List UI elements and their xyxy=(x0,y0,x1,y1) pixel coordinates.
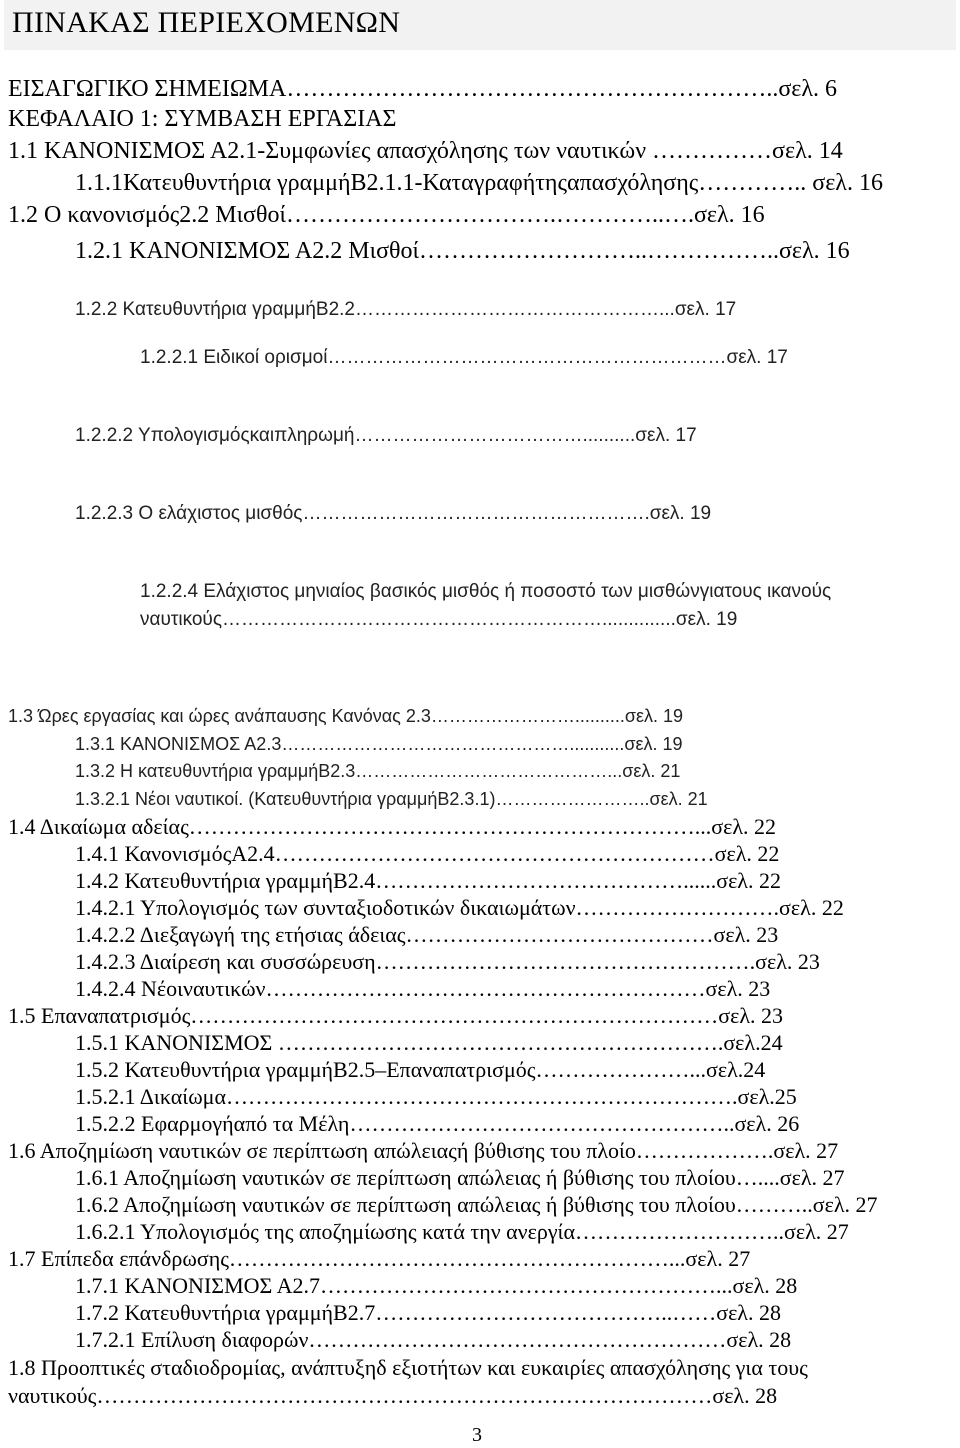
toc-entry: 1.8 Προοπτικές σταδιοδρομίας, ανάπτυξηδ εξιοτήτων και ευκαιρίες απασχόλησης για τους xyxy=(8,1355,808,1380)
toc-entry: 1.1.1Κατευθυντήρια γραμμήΒ2.1.1-Καταγραφήτηςαπασχόλησης………….. σελ. 16 xyxy=(75,170,883,196)
title-bar xyxy=(4,0,956,50)
toc-entry: 1.6.1 Αποζημίωση ναυτικών σε περίπτωση απώλειας ή βύθισης του πλοίου…....σελ. 27 xyxy=(75,1165,845,1190)
toc-entry: 1.6.2.1 Υπολογισμός της αποζημίωσης κατά την ανεργία………………………..σελ. 27 xyxy=(75,1219,849,1244)
toc-entry: 1.3.2.1 Νέοι ναυτικοί. (Κατευθυντήρια γραμμήΒ2.3.1)……………………..σελ. 21 xyxy=(75,789,708,809)
toc-entry: 1.7.2.1 Επίλυση διαφορών…………………………………………………σελ. 28 xyxy=(75,1327,792,1352)
toc-entry: 1.7 Επίπεδα επάνδρωσης……………………………………………………...σελ. 27 xyxy=(8,1246,751,1271)
toc-entry: 1.4 Δικαίωμα αδείας……………………………………………………………...σελ. 22 xyxy=(8,814,777,839)
toc-entry: 1.7.1 ΚΑΝΟΝΙΣΜΟΣ Α2.7………………………………………………...σελ. 28 xyxy=(75,1273,798,1298)
page-number: 3 xyxy=(472,1424,482,1446)
toc-entry: 1.7.2 Κατευθυντήρια γραμμήΒ2.7…………………………………..……σελ. 28 xyxy=(75,1300,781,1325)
toc-entry: 1.3 Ώρες εργασίας και ώρες ανάπαυσης Κανόνας 2.3……………………..........σελ. 19 xyxy=(8,706,684,726)
page-title: ΠΙΝΑΚΑΣ ΠΕΡΙΕΧΟΜΕΝΩΝ xyxy=(12,6,401,39)
toc-entry: 1.2.2.4 Ελάχιστος μηνιαίος βασικός μισθός ή ποσοστό των μισθώνγιατους ικανούς xyxy=(140,581,832,602)
toc-entry: 1.6.2 Αποζημίωση ναυτικών σε περίπτωση απώλειας ή βύθισης του πλοίου………..σελ. 27 xyxy=(75,1192,878,1217)
toc-entry: 1.4.2.3 Διαίρεση και συσσώρευση…………………………………………….σελ. 23 xyxy=(75,949,820,974)
toc-entry: 1.4.2 Κατευθυντήρια γραμμήΒ2.4……………………………………......σελ. 22 xyxy=(75,868,781,893)
toc-entry: ναυτικούς…………………………………………………………………………σελ. 28 xyxy=(8,1383,778,1408)
toc-entry: 1.5.2.2 Εφαρμογήαπό τα Μέλη……………………………………………..σελ. 26 xyxy=(75,1111,800,1136)
toc-entry: 1.2.2 Κατευθυντήρια γραμμήΒ2.2…………………………………………...σελ. 17 xyxy=(75,299,737,320)
toc-entry: 1.5.2.1 Δικαίωμα…………………………………………………………….σελ.25 xyxy=(75,1084,797,1109)
toc-entry: ΚΕΦΑΛΑΙΟ 1: ΣΥΜΒΑΣΗ ΕΡΓΑΣΙΑΣ xyxy=(8,106,397,132)
toc-entry: ΕΙΣΑΓΩΓΙΚΟ ΣΗΜΕΙΩΜΑ……………………………………………………..σελ. 6 xyxy=(8,76,837,102)
toc-entry: 1.3.1 ΚΑΝΟΝΙΣΜΟΣ Α2.3…………………………………………...........σελ. 19 xyxy=(75,734,683,754)
toc-entry: 1.4.1 ΚανονισμόςΑ2.4……………………………………………………σελ. 22 xyxy=(75,841,780,866)
toc-entry: 1.4.2.2 Διεξαγωγή της ετήσιας άδειας……………………………………σελ. 23 xyxy=(75,922,779,947)
toc-entry: 1.4.2.1 Υπολογισμός των συνταξιοδοτικών δικαιωμάτων……………………….σελ. 22 xyxy=(75,895,844,920)
toc-entry: 1.2 Ο κανονισμός2.2 Μισθοί…………………………….…………..….σελ. 16 xyxy=(8,202,765,228)
toc-entry: 1.5.1 ΚΑΝΟΝΙΣΜΟΣ …………………………………………………….σελ.24 xyxy=(75,1030,783,1055)
toc-entry: 1.5.2 Κατευθυντήρια γραμμήΒ2.5–Επαναπατρισμός…………………...σελ.24 xyxy=(75,1057,766,1082)
toc-entry: 1.3.2 Η κατευθυντήρια γραμμήΒ2.3……………………………………...σελ. 21 xyxy=(75,761,681,781)
toc-entry: 1.2.2.3 Ο ελάχιστος μισθός……………………………………………….σελ. 19 xyxy=(75,503,712,524)
toc-entry: 1.2.2.2 Υπολογισμόςκαιπληρωμή………………………………..........σελ. 17 xyxy=(75,425,697,446)
toc-entry: 1.1 ΚΑΝΟΝΙΣΜΟΣ Α2.1-Συμφωνίες απασχόλησης των ναυτικών ……………σελ. 14 xyxy=(8,138,843,164)
toc-entry: 1.2.2.1 Ειδικοί ορισμοί………………………………………………………σελ. 17 xyxy=(140,347,788,368)
toc-entry: 1.2.1 ΚΑΝΟΝΙΣΜΟΣ Α2.2 Μισθοί………………………..……………..σελ. 16 xyxy=(75,238,850,264)
toc-entry: ναυτικούς……………………………………………………..............σελ. 19 xyxy=(140,609,738,630)
toc-entry: 1.4.2.4 Νέοιναυτικών……………………………………………………σελ. 23 xyxy=(75,976,771,1001)
toc-entry: 1.5 Επαναπατρισμός………………………………………………………………σελ. 23 xyxy=(8,1003,784,1028)
toc-entry: 1.6 Αποζημίωση ναυτικών σε περίπτωση απώλειαςή βύθισης του πλοίο……………….σελ. 27 xyxy=(8,1138,839,1163)
